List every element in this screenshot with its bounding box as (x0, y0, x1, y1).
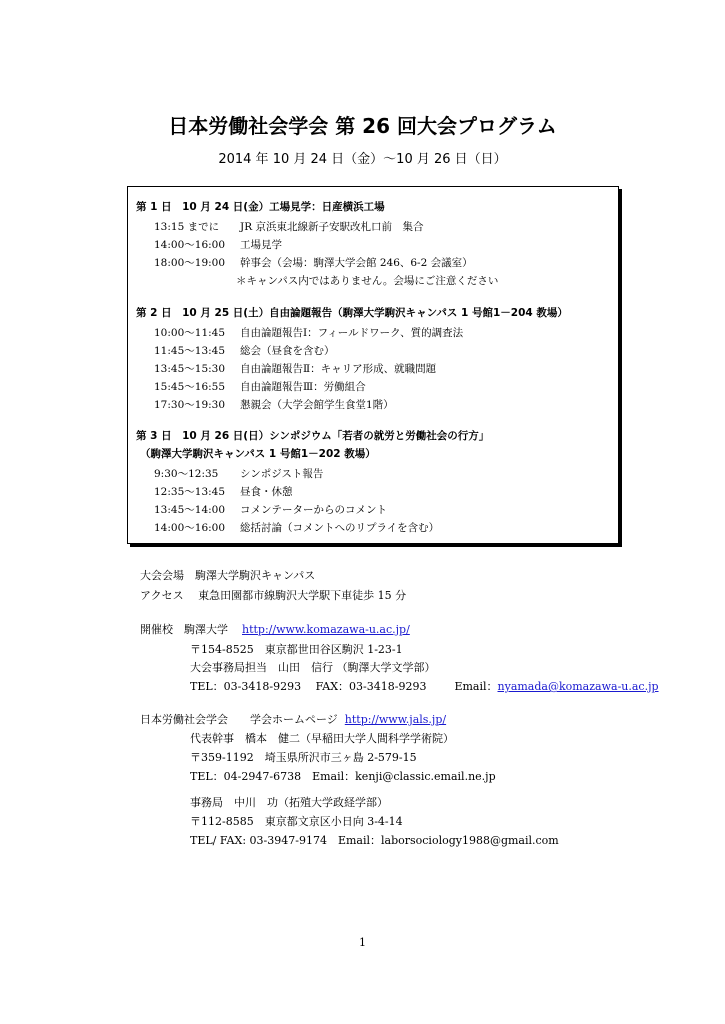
row-text: 昼食・休憩 (240, 486, 293, 498)
row-text: シンポジスト報告 (240, 468, 324, 480)
day1-row (154, 255, 473, 270)
day3-row (154, 502, 387, 517)
host-email-link[interactable]: nyamada@komazawa-u.ac.jp (497, 680, 659, 693)
day1-note: ＊キャンパス内ではありません。会場にご注意ください (236, 275, 499, 287)
host-email-label: Email： (454, 680, 498, 693)
day3-heading: 第 3 日 10 月 26 日(日）シンポジウム「若者の就労と労働社会の行方」 (136, 430, 490, 442)
office-address: 〒112-8585 東京都文京区小日向 3-4-14 (190, 815, 403, 828)
society-rep: 代表幹事 橋本 健二（早稲田大学人間科学学術院） (190, 732, 454, 745)
society-tel: TEL：04-2947-6738 Email：kenji@classic.email.ne.jp (190, 770, 496, 783)
venue-line: 大会会場 駒澤大学駒沢キャンパス (140, 569, 316, 582)
society-address: 〒359-1192 埼玉県所沢市三ヶ島 2-579-15 (190, 751, 417, 764)
day1-row (154, 237, 282, 252)
day2-heading: 第 2 日 10 月 25 日(土）自由論題報告（駒澤大学駒沢キャンパス 1 号館1－204 教場） (136, 307, 568, 319)
day3-venue: （駒澤大学駒沢キャンパス 1 号館1－202 教場） (140, 448, 376, 460)
date-range: 2014 年 10 月 24 日（金）〜10 月 26 日（日） (218, 152, 507, 167)
day1-row (154, 219, 423, 234)
row-text: コメンテーターからのコメント (240, 504, 387, 516)
host-tel: TEL：03-3418-9293 FAX：03-3418-9293 (190, 680, 427, 693)
society-url-link[interactable]: http://www.jals.jp/ (344, 713, 447, 726)
row-text: 自由論題報告Ⅱ：キャリア形成、就職問題 (240, 363, 437, 375)
host-url-link[interactable]: http://www.komazawa-u.ac.jp/ (242, 623, 410, 636)
day2-row (154, 361, 436, 376)
society-label: 日本労働社会学会 学会ホームページ (140, 713, 338, 726)
row-text: 総括討論（コメントへのリプライを含む） (240, 522, 440, 534)
office-tel: TEL/ FAX: 03-3947-9174 Email：laborsociology1988@gmail.com (190, 834, 559, 847)
office-line: 事務局 中川 功（拓殖大学政経学部） (190, 796, 388, 809)
row-text: 総会（昼食を含む） (240, 345, 335, 357)
host-contact: 大会事務局担当 山田 信行 （駒澤大学文学部） (190, 661, 436, 674)
row-time: 13:45〜14:00 (154, 504, 226, 516)
row-time: 12:35〜13:45 (154, 486, 226, 498)
society-line (140, 711, 446, 727)
row-text: 自由論題報告Ⅲ：労働組合 (240, 381, 366, 393)
day2-row (154, 343, 335, 358)
day1-heading: 第 1 日 10 月 24 日(金）工場見学：日産横浜工場 (136, 201, 385, 213)
row-text: 懇親会（大学会館学生食堂1階） (240, 399, 394, 411)
row-time: 14:00〜16:00 (154, 522, 226, 534)
host-address: 〒154-8525 東京都世田谷区駒沢 1-23-1 (190, 643, 403, 656)
row-time: 15:45〜16:55 (154, 381, 226, 393)
row-time: 17:30〜19:30 (154, 399, 226, 411)
host-tel-line (190, 678, 659, 694)
day2-row (154, 397, 394, 412)
page-number: 1 (359, 936, 366, 949)
row-time: 18:00〜19:00 (154, 257, 226, 269)
row-text: 幹事会（会場：駒澤大学会館 246、6-2 会議室） (240, 257, 473, 269)
page-title: 日本労働社会学会 第 26 回大会プログラム (168, 114, 557, 138)
day2-row (154, 325, 463, 340)
access-line: アクセス 東急田園都市線駒沢大学駅下車徒歩 15 分 (140, 589, 407, 602)
host-label: 開催校 駒澤大学 (140, 623, 228, 636)
day3-row (154, 484, 293, 499)
row-time: 13:45〜15:30 (154, 363, 226, 375)
day3-row (154, 466, 323, 481)
day3-row (154, 520, 439, 535)
row-text: 工場見学 (240, 239, 282, 251)
row-time: 14:00〜16:00 (154, 239, 226, 251)
day2-row (154, 379, 366, 394)
row-time: 11:45〜13:45 (154, 345, 226, 357)
row-text: JR 京浜東北線新子安駅改札口前 集合 (240, 221, 424, 233)
row-time: 13:15 までに (154, 221, 220, 233)
row-text: 自由論題報告Ⅰ：フィールドワーク、質的調査法 (240, 327, 464, 339)
host-line (140, 621, 410, 637)
row-time: 10:00〜11:45 (154, 327, 226, 339)
row-time: 9:30〜12:35 (154, 468, 219, 480)
